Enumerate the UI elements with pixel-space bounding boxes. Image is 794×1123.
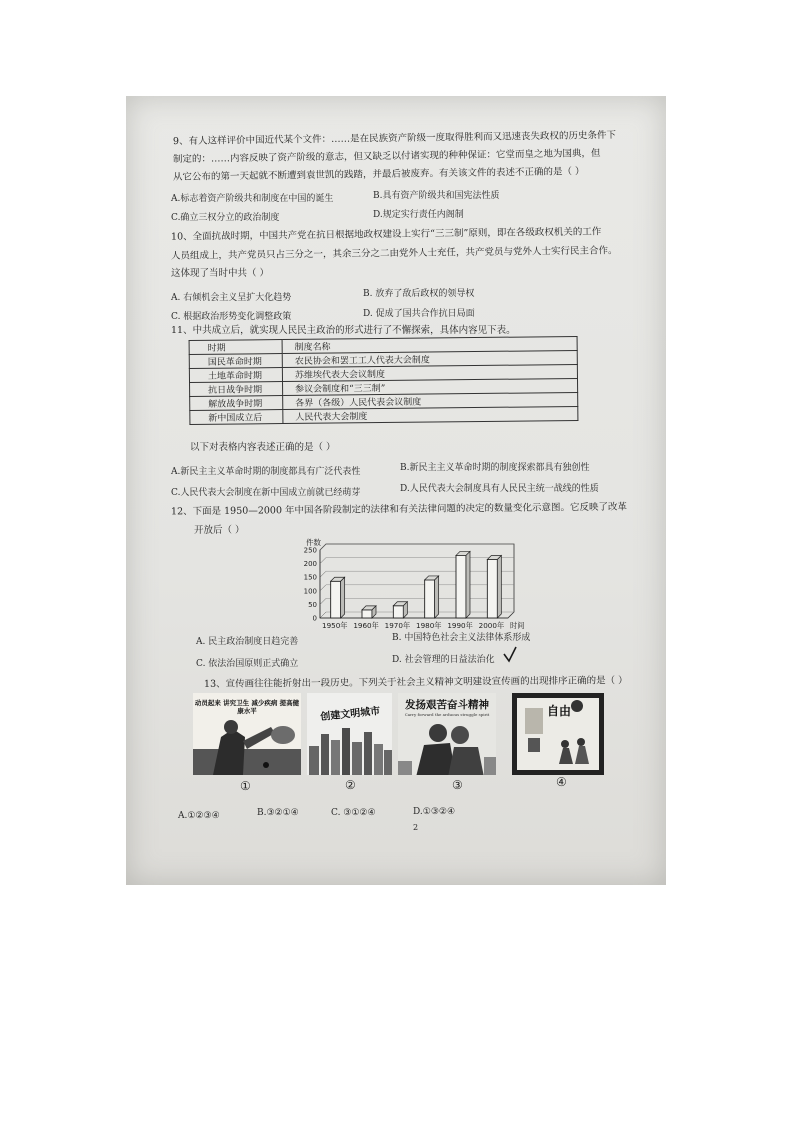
poster-2-number: ②	[345, 778, 356, 792]
q11-option-b: B.新民主主义革命时期的制度探索都具有独创性	[400, 463, 590, 473]
poster-1-image	[193, 715, 301, 775]
poster-4-image	[517, 698, 599, 770]
q13-option-a: A.①②③④	[178, 811, 220, 821]
gridline	[320, 585, 326, 591]
x-tick-label: 2000年	[478, 621, 505, 630]
q11-option-c: C.人民代表大会制度在新中国成立前就已经萌芽	[171, 488, 361, 498]
poster-4-headline: 自由	[547, 704, 572, 718]
x-tick-label: 1990年	[447, 621, 473, 630]
q12-option-d: D. 社会管理的日益法治化	[392, 655, 495, 665]
bar	[393, 606, 403, 618]
scanned-exam-page	[126, 96, 666, 885]
bar	[425, 580, 435, 618]
gridline	[320, 558, 326, 564]
q12-line2: 开放后（ ）	[194, 525, 245, 536]
q13-option-b: B.③②①④	[257, 808, 299, 818]
y-tick-label: 150	[303, 573, 317, 582]
x-tick-label: 1960年	[353, 621, 379, 630]
table-header-period: 时期	[189, 340, 282, 355]
table-cell-system: 农民协会和罢工工人代表大会制度	[282, 350, 577, 367]
chart-frame	[320, 544, 514, 618]
poster-4-inner	[517, 698, 599, 770]
x-tick-label: 1950年	[322, 621, 348, 630]
table-cell-period: 解放战争时期	[190, 396, 283, 411]
poster-3-image	[398, 717, 496, 775]
q11-line1: 11、中共成立后，就实现人民民主政治的形式进行了不懈探索，具体内容见下表。	[171, 325, 516, 336]
q11-prompt: 以下对表格内容表述正确的是（ ）	[190, 442, 336, 453]
q9-option-d: D.规定实行责任内阁制	[373, 210, 464, 220]
q12-option-c: C. 依法治国原则正式确立	[196, 659, 299, 669]
q12-option-a: A. 民主政治制度日趋完善	[196, 637, 299, 647]
q10-option-d: D. 促成了国共合作抗日局面	[363, 309, 475, 319]
handwritten-check-mark	[502, 646, 518, 664]
q11-option-d: D.人民代表大会制度具有人民民主统一战线的性质	[400, 484, 599, 494]
q9-option-a: A.标志着资产阶级共和制度在中国的诞生	[171, 194, 334, 204]
poster-3	[398, 693, 496, 775]
q13-line1: 13、宣传画往往能折射出一段历史。下列关于社会主义精神文明建设宣传画的出现排序正确的是（ ）	[203, 675, 628, 690]
q9-option-c: C.确立三权分立的政治制度	[171, 213, 280, 223]
bar-side	[435, 576, 439, 618]
y-tick-label: 100	[303, 587, 317, 596]
q11-option-a: A.新民主主义革命时期的制度都具有广泛代表性	[171, 467, 361, 477]
poster-4	[512, 693, 604, 775]
q13-option-d: D.①③②④	[413, 807, 456, 817]
y-axis-label: 件数	[306, 538, 321, 547]
q9-option-b: B.具有资产阶级共和国宪法性质	[373, 191, 500, 201]
bar-side	[466, 551, 470, 618]
bar-side	[341, 577, 345, 618]
bar	[331, 581, 341, 618]
law-count-bar-chart	[286, 536, 526, 636]
bar	[456, 555, 466, 618]
q13-option-c: C. ③①②④	[331, 808, 376, 818]
poster-1	[193, 693, 301, 775]
gridline	[320, 571, 326, 577]
bar	[487, 560, 497, 618]
table-cell-system: 参议会制度和“三三制”	[283, 378, 578, 395]
poster-2	[307, 693, 392, 775]
poster-2-headline: 创建文明城市	[319, 705, 381, 724]
poster-1-headline: 动员起来 讲究卫生 减少疾病 提高健康水平	[194, 699, 300, 715]
poster-3-headline: 发扬艰苦奋斗精神	[405, 699, 489, 711]
table-cell-system: 各界（各级）人民代表会议制度	[283, 392, 578, 409]
q10-option-c: C. 根据政治形势变化调整政策	[171, 312, 292, 322]
bar	[362, 610, 372, 618]
poster-2-image	[307, 720, 392, 775]
poster-1-number: ①	[240, 779, 251, 793]
page-number: 2	[413, 823, 419, 832]
q9-line2: 制定的：……内容反映了资产阶级的意志，但又缺乏以付诸实现的种种保证：它堂而皇之地为国典，但	[172, 148, 601, 165]
poster-3-number: ③	[452, 778, 463, 792]
q9-line1: 9、有人这样评价中国近代某个文件：……是在民族资产阶级一度取得胜利而又迅速丧失政权的历史条件下	[172, 129, 617, 148]
q10-option-a: A. 右倾机会主义呈扩大化趋势	[171, 293, 292, 303]
table-cell-period: 新中国成立后	[190, 410, 283, 425]
table-header-system: 制度名称	[282, 336, 577, 353]
q10-line3: 这体现了当时中共（ ）	[171, 268, 270, 279]
x-tick-label: 1970年	[384, 621, 411, 630]
q12-option-b: B. 中国特色社会主义法律体系形成	[392, 633, 531, 643]
table-cell-period: 国民革命时期	[189, 354, 282, 369]
regime-table	[189, 336, 579, 425]
x-tick-label: 1980年	[416, 621, 442, 630]
table-cell-period: 抗日战争时期	[190, 382, 283, 397]
gridline	[320, 612, 326, 618]
table-cell-system: 人民代表大会制度	[283, 406, 578, 423]
table-cell-period: 土地革命时期	[189, 368, 282, 383]
poster-4-number: ④	[556, 775, 567, 789]
q10-option-b: B. 放弃了敌后政权的领导权	[363, 289, 475, 299]
y-tick-label: 50	[308, 600, 317, 609]
gridline	[320, 598, 326, 604]
x-axis-label: 时间	[510, 621, 525, 630]
table-cell-system: 苏维埃代表大会议制度	[282, 364, 577, 381]
q10-line2: 人员组成上，共产党员只占三分之一，其余三分之二由党外人士充任，共产党员与党外人士实行民主合作。	[170, 245, 618, 262]
q10-line1: 10、全面抗战时期，中国共产党在抗日根据地政权建设上实行“三三制”原则，即在各级政权机关的工作	[170, 226, 602, 243]
q12-line1: 12、下面是 1950—2000 年中国各阶段制定的法律和有关法律问题的决定的数量变化示意图。它反映了改革	[170, 501, 628, 518]
y-tick-label: 0	[312, 614, 317, 623]
q9-line3: 从它公布的第一天起就不断遭到袁世凯的践踏，并最后被废弃。有关该文件的表述不正确的是（ ）	[172, 166, 585, 183]
y-tick-label: 200	[303, 560, 317, 569]
bar-side	[497, 556, 501, 618]
y-tick-label: 250	[303, 546, 317, 555]
poster-3-subtitle: Carry forward the arduous struggle spirit	[404, 712, 490, 717]
